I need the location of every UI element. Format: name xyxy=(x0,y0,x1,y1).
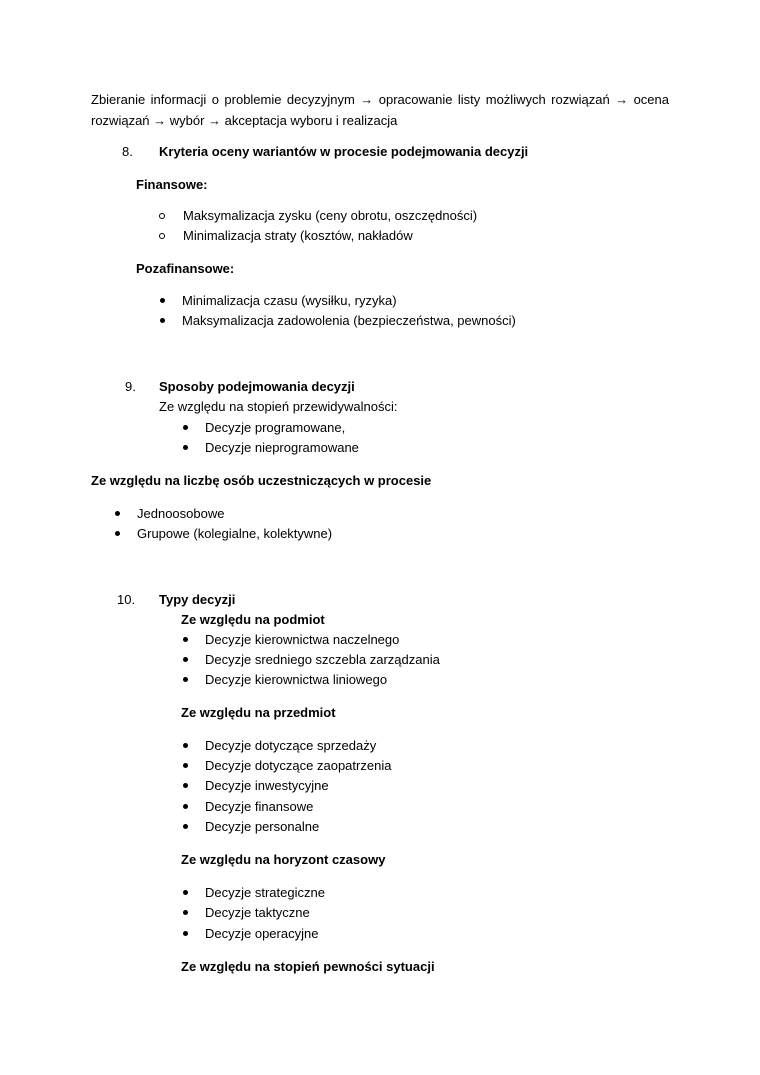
section-10-number: 10. xyxy=(117,592,136,607)
list-item: Minimalizacja czasu (wysiłku, ryzyka) xyxy=(182,293,397,308)
list-item: Decyzje taktyczne xyxy=(205,905,310,920)
bullet-icon xyxy=(183,804,188,809)
section-8-number: 8. xyxy=(122,144,133,159)
nonfinancial-heading: Pozafinansowe: xyxy=(136,261,235,276)
circle-bullet-icon xyxy=(159,233,165,239)
bullet-icon xyxy=(183,677,188,682)
bullet-icon xyxy=(183,890,188,895)
list-item: Decyzje strategiczne xyxy=(205,885,325,900)
list-item: Maksymalizacja zysku (ceny obrotu, oszczędności) xyxy=(183,208,478,223)
section-8-title: Kryteria oceny wariantów w procesie podejmowania decyzji xyxy=(159,144,529,159)
certainty-heading: Ze względu na stopień pewności sytuacji xyxy=(181,959,435,974)
subject-heading: Ze względu na podmiot xyxy=(181,612,325,627)
bullet-icon xyxy=(160,298,165,303)
list-item: Decyzje personalne xyxy=(205,819,320,834)
section-9-title: Sposoby podejmowania decyzji xyxy=(159,379,355,394)
list-item: Decyzje programowane, xyxy=(205,420,346,435)
list-item: Decyzje operacyjne xyxy=(205,926,319,941)
bullet-icon xyxy=(183,824,188,829)
time-horizon-heading: Ze względu na horyzont czasowy xyxy=(181,852,386,867)
list-item: Decyzje inwestycyjne xyxy=(205,778,329,793)
object-heading: Ze względu na przedmiot xyxy=(181,705,336,720)
list-item: Decyzje dotyczące sprzedaży xyxy=(205,738,377,753)
section-9-number: 9. xyxy=(125,379,136,394)
list-item: Maksymalizacja zadowolenia (bezpieczeństwa, pewności) xyxy=(182,313,516,328)
bullet-icon xyxy=(183,931,188,936)
list-item: Decyzje kierownictwa naczelnego xyxy=(205,632,400,647)
section-10-title: Typy decyzji xyxy=(159,592,236,607)
intro-paragraph: Zbieranie informacji o problemie decyzyjnym → opracowanie listy możliwych rozwiązań → ocena rozwiązań → wybór → akceptacja wyboru i realizacja xyxy=(91,92,669,128)
section-9-subheading: Ze względu na stopień przewidywalności: xyxy=(159,399,398,414)
bullet-icon xyxy=(160,318,165,323)
circle-bullet-icon xyxy=(159,213,165,219)
list-item: Jednoosobowe xyxy=(137,506,225,521)
bullet-icon xyxy=(183,743,188,748)
list-item: Decyzje kierownictwa liniowego xyxy=(205,672,388,687)
list-item: Decyzje sredniego szczebla zarządzania xyxy=(205,652,440,667)
bullet-icon xyxy=(183,910,188,915)
bullet-icon xyxy=(183,763,188,768)
list-item: Decyzje dotyczące zaopatrzenia xyxy=(205,758,392,773)
participants-heading: Ze względu na liczbę osób uczestniczących w procesie xyxy=(91,473,432,488)
list-item: Minimalizacja straty (kosztów, nakładów xyxy=(183,228,413,243)
bullet-icon xyxy=(183,425,188,430)
bullet-icon xyxy=(183,657,188,662)
bullet-icon xyxy=(115,531,120,536)
list-item: Decyzje finansowe xyxy=(205,799,314,814)
financial-heading: Finansowe: xyxy=(136,177,208,192)
bullet-icon xyxy=(115,511,120,516)
bullet-icon xyxy=(183,445,188,450)
list-item: Decyzje nieprogramowane xyxy=(205,440,359,455)
list-item: Grupowe (kolegialne, kolektywne) xyxy=(137,526,333,541)
bullet-icon xyxy=(183,637,188,642)
bullet-icon xyxy=(183,783,188,788)
